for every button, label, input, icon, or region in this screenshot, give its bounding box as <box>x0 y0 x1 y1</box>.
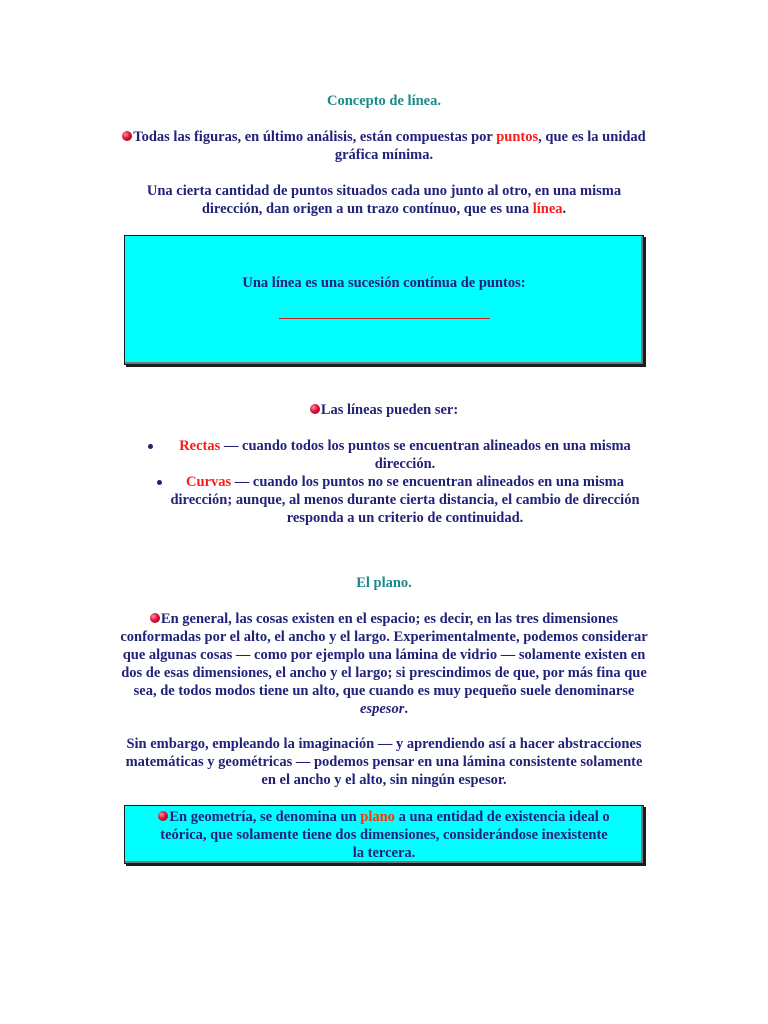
paragraph-linea-def <box>90 182 678 218</box>
term-curvas: Curvas <box>186 474 232 490</box>
text: . <box>562 201 567 217</box>
red-ball-bullet-icon <box>310 404 320 414</box>
red-ball-bullet-icon <box>150 613 160 623</box>
text: . <box>404 701 408 717</box>
section-title-plano: El plano. <box>356 575 412 591</box>
text: En general, las cosas existen en el espacio; es decir, en las tres dimensiones <box>160 611 619 627</box>
lines-intro <box>0 401 768 419</box>
text: — cuando los puntos no se encuentran alineados en una misma <box>231 474 624 490</box>
term-rectas: Rectas <box>179 438 221 454</box>
text: dirección, dan origen a un trazo contínuo, que es una <box>201 201 533 217</box>
list-item-curvas <box>160 473 650 527</box>
text: dos de esas dimensiones, el ancho y el largo; si prescindimos de que, por más fina que <box>121 665 647 681</box>
red-ball-bullet-icon <box>122 131 132 141</box>
text: En geometría, se denomina un <box>169 809 361 825</box>
text: teórica, que solamente tiene dos dimensiones, considerándose inexistente <box>160 827 608 843</box>
paragraph-imaginacion <box>84 735 684 789</box>
red-ball-bullet-icon <box>158 811 168 821</box>
text: gráfica mínima. <box>334 147 434 163</box>
text: , que es la unidad <box>538 129 646 145</box>
text: responda a un criterio de continuidad. <box>286 510 524 526</box>
paragraph-espacio <box>84 610 684 718</box>
text: Todas las figuras, en último análisis, están compuestas por <box>133 129 497 145</box>
section-title-linea: Concepto de línea. <box>327 93 441 109</box>
text: conformadas por el alto, el ancho y el largo. Experimentalmente, podemos considerar <box>120 629 648 645</box>
example-line <box>279 318 490 319</box>
paragraph-figuras <box>100 128 668 164</box>
text: sea, de todos modos tiene un alto, que cuando es muy pequeño suele denominarse <box>133 683 635 699</box>
term-espesor: espesor <box>360 701 405 717</box>
text: Una cierta cantidad de puntos situados cada uno junto al otro, en una misma <box>146 183 622 199</box>
text: Sin embargo, empleando la imaginación — y aprendiendo así a hacer abstracciones <box>126 736 642 752</box>
list-item-rectas <box>160 437 650 473</box>
text: que algunas cosas — como por ejemplo una lámina de vidrio — solamente existen en <box>122 647 646 663</box>
box-text-linea: Una línea es una sucesión contínua de puntos: <box>242 275 526 291</box>
text: — cuando todos los puntos se encuentran alineados en una misma <box>220 438 631 454</box>
highlight-puntos: puntos <box>496 129 539 145</box>
text: dirección. <box>374 456 436 472</box>
text: Las líneas pueden ser: <box>320 402 459 418</box>
definition-box-plano <box>124 805 644 864</box>
highlight-plano: plano <box>360 809 395 825</box>
box-text-plano <box>125 808 643 862</box>
text: la tercera. <box>352 845 416 861</box>
definition-box-linea <box>124 235 644 365</box>
list-bullet-icon <box>148 444 153 449</box>
highlight-linea: línea <box>532 201 563 217</box>
text: dirección; aunque, al menos durante cierta distancia, el cambio de dirección <box>170 492 640 508</box>
text: en el ancho y el alto, sin ningún espesor. <box>261 772 507 788</box>
text: a una entidad de existencia ideal o <box>394 809 610 825</box>
text: matemáticas y geométricas — podemos pensar en una lámina consistente solamente <box>125 754 643 770</box>
